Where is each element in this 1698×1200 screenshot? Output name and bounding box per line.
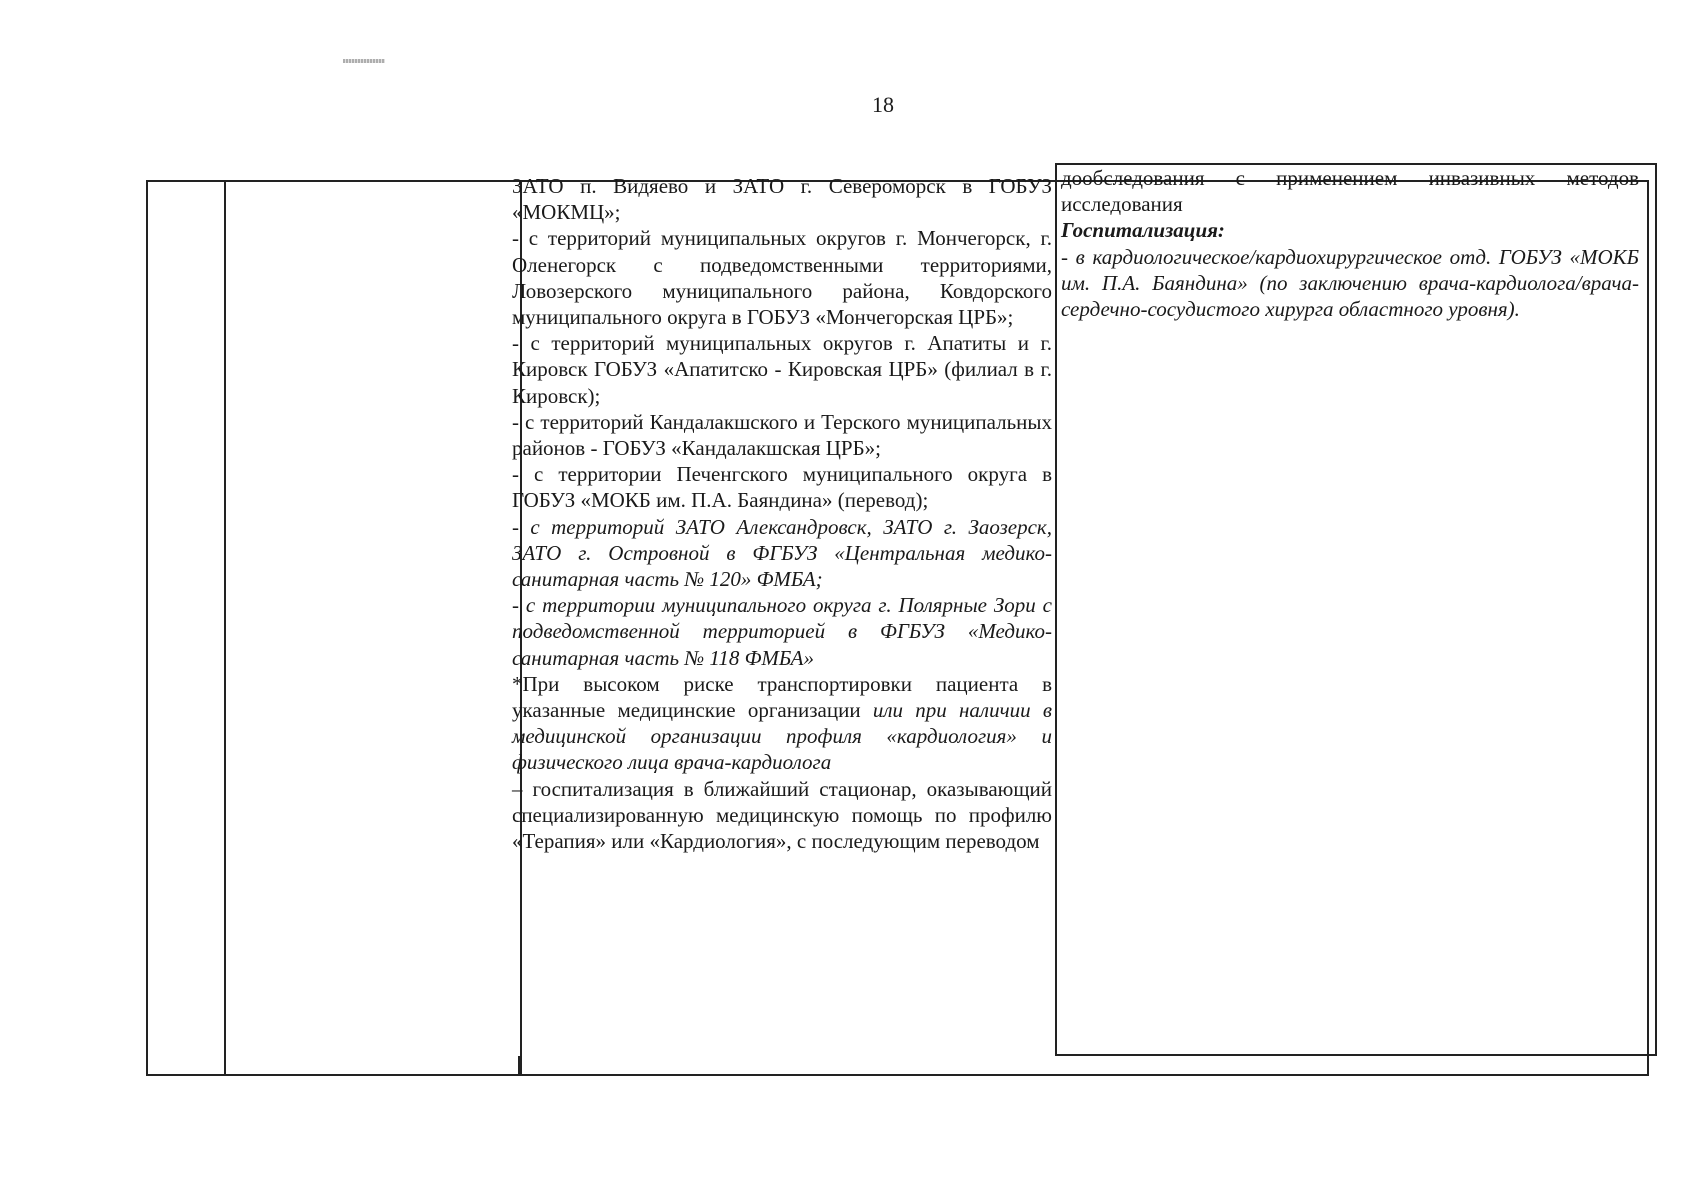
paragraph-monchegorsk: - с территорий муниципальных округов г. Мончегорск, г. Оленегорск с подведомственными территориями, Ловозерского муниципального района, Ковдорского муниципального округа в ГОБУЗ «Мончегорская ЦРБ»;: [512, 226, 1052, 330]
right-column-text: [1061, 165, 1639, 322]
paragraph-aleksandrovsk: - с территорий ЗАТО Александровск, ЗАТО г. Заозерск, ЗАТО г. Островной в ФГБУЗ «Центральная медико-санитарная часть № 120» ФМБА;: [512, 514, 1052, 592]
paragraph-zato: ЗАТО п. Видяево и ЗАТО г. Североморск в ГОБУЗ «МОКМЦ»;: [512, 174, 1052, 225]
note-italic-text: или при наличии в медицинской организации профиля «кардиология» и физического лица врача-кардиолога: [512, 698, 1052, 775]
paragraph-final: – госпитализация в ближайший стационар, оказывающий специализированную медицинскую помощь по профилю «Терапия» или «Кардиология», с последующим переводом: [512, 776, 1052, 854]
middle-column-text: [512, 173, 1052, 854]
paragraph-pechenga: - с территории Печенгского муниципального округа в ГОБУЗ «МОКБ им. П.А. Баяндина» (перевод);: [512, 462, 1052, 513]
paragraph-polyarnye-zori: - с территории муниципального округа г. Полярные Зори с подведомственной территорией в ФГБУЗ «Медико-санитарная часть № 118 ФМБА»: [512, 593, 1052, 670]
hospitalization-heading: Госпитализация:: [1061, 218, 1225, 243]
column-divider-2-tail: [518, 1056, 1059, 1076]
note-regular-text: *При высоком риске транспортировки пациента в указанные медицинские организации: [512, 671, 1052, 723]
scan-artifact: [343, 59, 385, 63]
paragraph-note: [512, 671, 1052, 776]
column-divider-3: [1055, 163, 1057, 1056]
paragraph-kandalaksha: - с территорий Кандалакшского и Терского муниципальных районов - ГОБУЗ «Кандалакшская ЦРБ»;: [512, 409, 1052, 461]
paragraph-apatity: - с территорий муниципальных округов г. Апатиты и г. Кировск ГОБУЗ «Апатитско - Кировская ЦРБ» (филиал в г. Кировск);: [512, 331, 1052, 408]
column-divider-1: [224, 182, 226, 1074]
page-number: 18: [872, 92, 894, 117]
hospitalization-item: - в кардиологическое/кардиохирургическое отд. ГОБУЗ «МОКБ им. П.А. Баяндина» (по заключению врача-кардиолога/врача- сердечно-сосудистого хирурга областного уровня).: [1061, 244, 1639, 322]
right-intro: дообследования с применением инвазивных методов исследования: [1061, 166, 1639, 217]
